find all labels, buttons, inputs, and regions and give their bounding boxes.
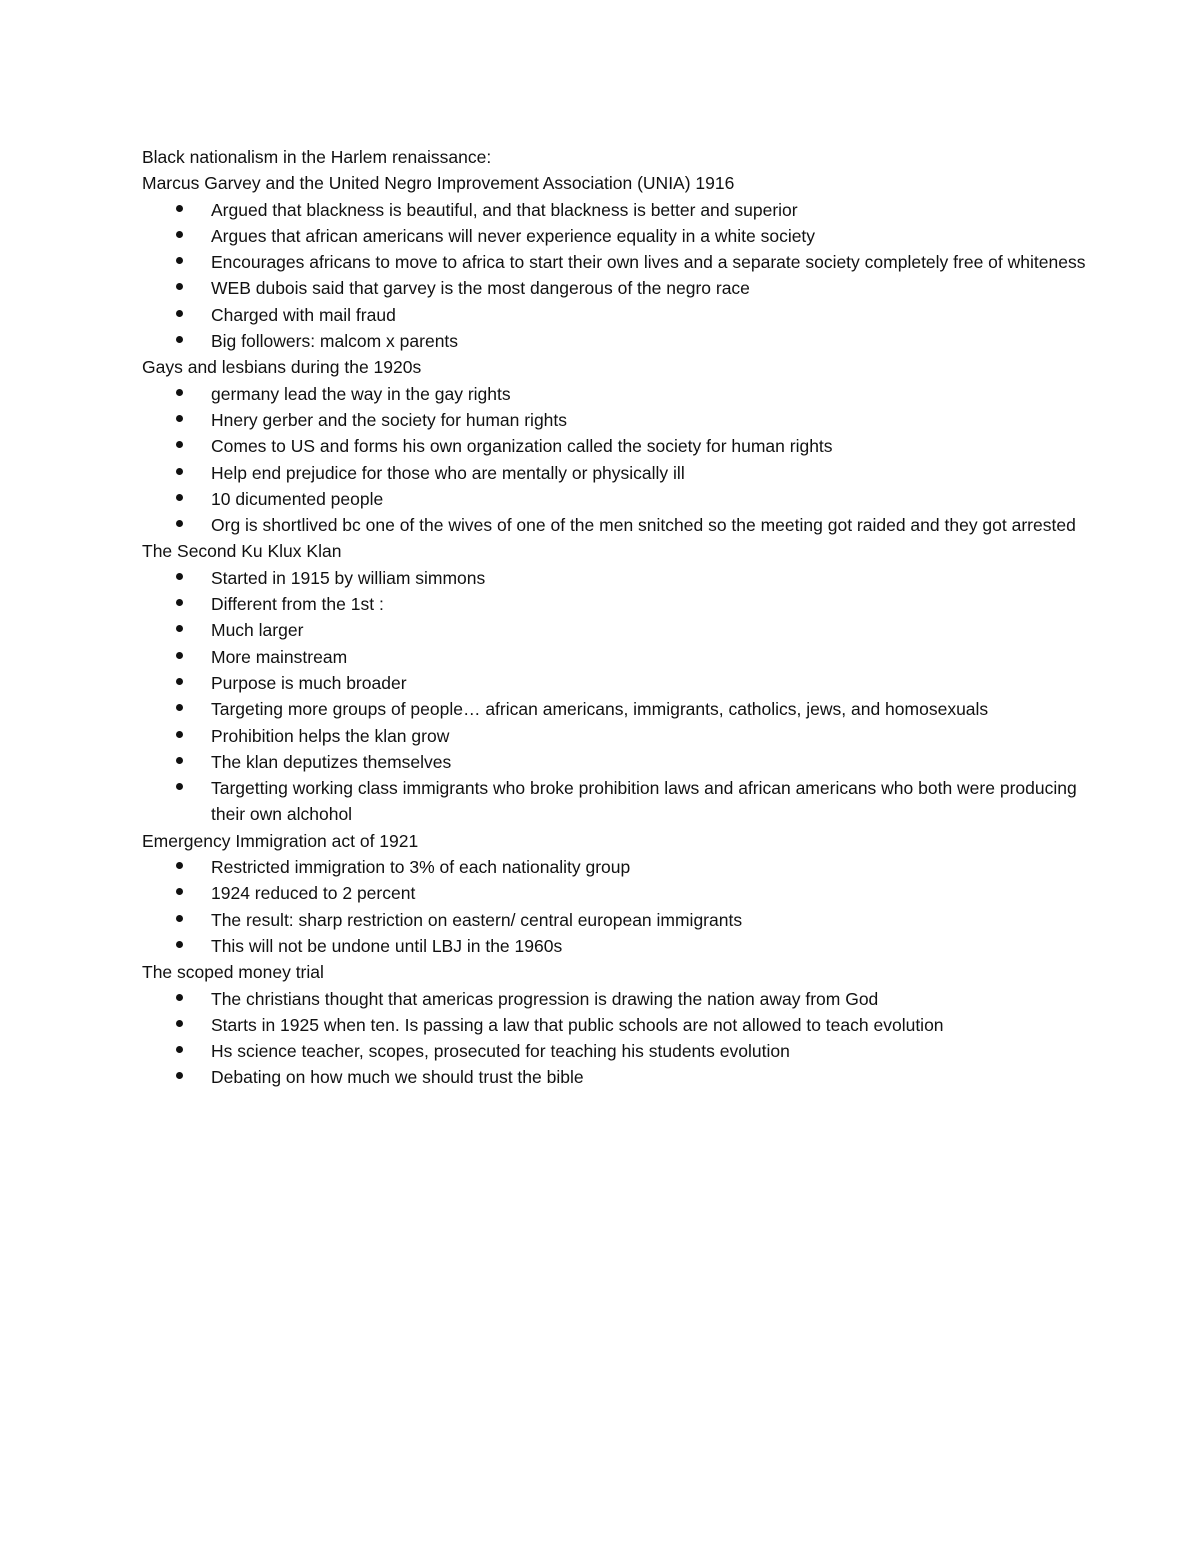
list-item: Much larger [142, 617, 1102, 643]
bullet-list [142, 565, 1102, 828]
list-item: The christians thought that americas progression is drawing the nation away from God [142, 986, 1102, 1012]
section-gays-and-lesbians [142, 354, 1102, 538]
bullet-list [142, 986, 1102, 1091]
list-item: More mainstream [142, 644, 1102, 670]
list-item: This will not be undone until LBJ in the 1960s [142, 933, 1102, 959]
section-black-nationalism [142, 144, 1102, 170]
list-item: Argues that african americans will never experience equality in a white society [142, 223, 1102, 249]
list-item: Comes to US and forms his own organization called the society for human rights [142, 433, 1102, 459]
section-scopes-trial [142, 959, 1102, 1090]
list-item: 10 dicumented people [142, 486, 1102, 512]
section-heading: Gays and lesbians during the 1920s [142, 357, 422, 378]
section-heading: The Second Ku Klux Klan [142, 541, 342, 562]
list-item: The klan deputizes themselves [142, 749, 1102, 775]
list-item: Argued that blackness is beautiful, and that blackness is better and superior [142, 197, 1102, 223]
list-item: The result: sharp restriction on eastern/ central european immigrants [142, 907, 1102, 933]
list-item: Hnery gerber and the society for human rights [142, 407, 1102, 433]
bullet-list [142, 854, 1102, 959]
section-heading: Emergency Immigration act of 1921 [142, 830, 419, 851]
list-item: Starts in 1925 when ten. Is passing a law that public schools are not allowed to teach evolution [142, 1012, 1102, 1038]
list-item: Hs science teacher, scopes, prosecuted for teaching his students evolution [142, 1038, 1102, 1064]
bullet-list [142, 197, 1102, 355]
list-item: Started in 1915 by william simmons [142, 565, 1102, 591]
section-heading: Black nationalism in the Harlem renaissance: [142, 147, 492, 167]
document-page [142, 144, 1102, 1091]
list-item: Different from the 1st : [142, 591, 1102, 617]
list-item: 1924 reduced to 2 percent [142, 880, 1102, 906]
list-item: Purpose is much broader [142, 670, 1102, 696]
list-item: Big followers: malcom x parents [142, 328, 1102, 354]
list-item: Targetting working class immigrants who broke prohibition laws and african americans who both were producing their own alchohol [142, 775, 1102, 828]
list-item: germany lead the way in the gay rights [142, 381, 1102, 407]
list-item: Targeting more groups of people… african americans, immigrants, catholics, jews, and homosexuals [142, 696, 1102, 722]
section-emergency-immigration-act [142, 828, 1102, 959]
section-second-kkk [142, 538, 1102, 827]
list-item: Charged with mail fraud [142, 302, 1102, 328]
bullet-list [142, 381, 1102, 539]
list-item: Debating on how much we should trust the bible [142, 1064, 1102, 1090]
list-item: Prohibition helps the klan grow [142, 723, 1102, 749]
list-item: Help end prejudice for those who are mentally or physically ill [142, 460, 1102, 486]
section-marcus-garvey [142, 170, 1102, 354]
section-heading: The scoped money trial [142, 962, 324, 983]
list-item: Encourages africans to move to africa to start their own lives and a separate society completely free of whiteness [142, 249, 1102, 275]
list-item: Org is shortlived bc one of the wives of one of the men snitched so the meeting got raided and they got arrested [142, 512, 1102, 538]
section-heading: Marcus Garvey and the United Negro Improvement Association (UNIA) 1916 [142, 173, 735, 194]
list-item: Restricted immigration to 3% of each nationality group [142, 854, 1102, 880]
list-item: WEB dubois said that garvey is the most dangerous of the negro race [142, 275, 1102, 301]
